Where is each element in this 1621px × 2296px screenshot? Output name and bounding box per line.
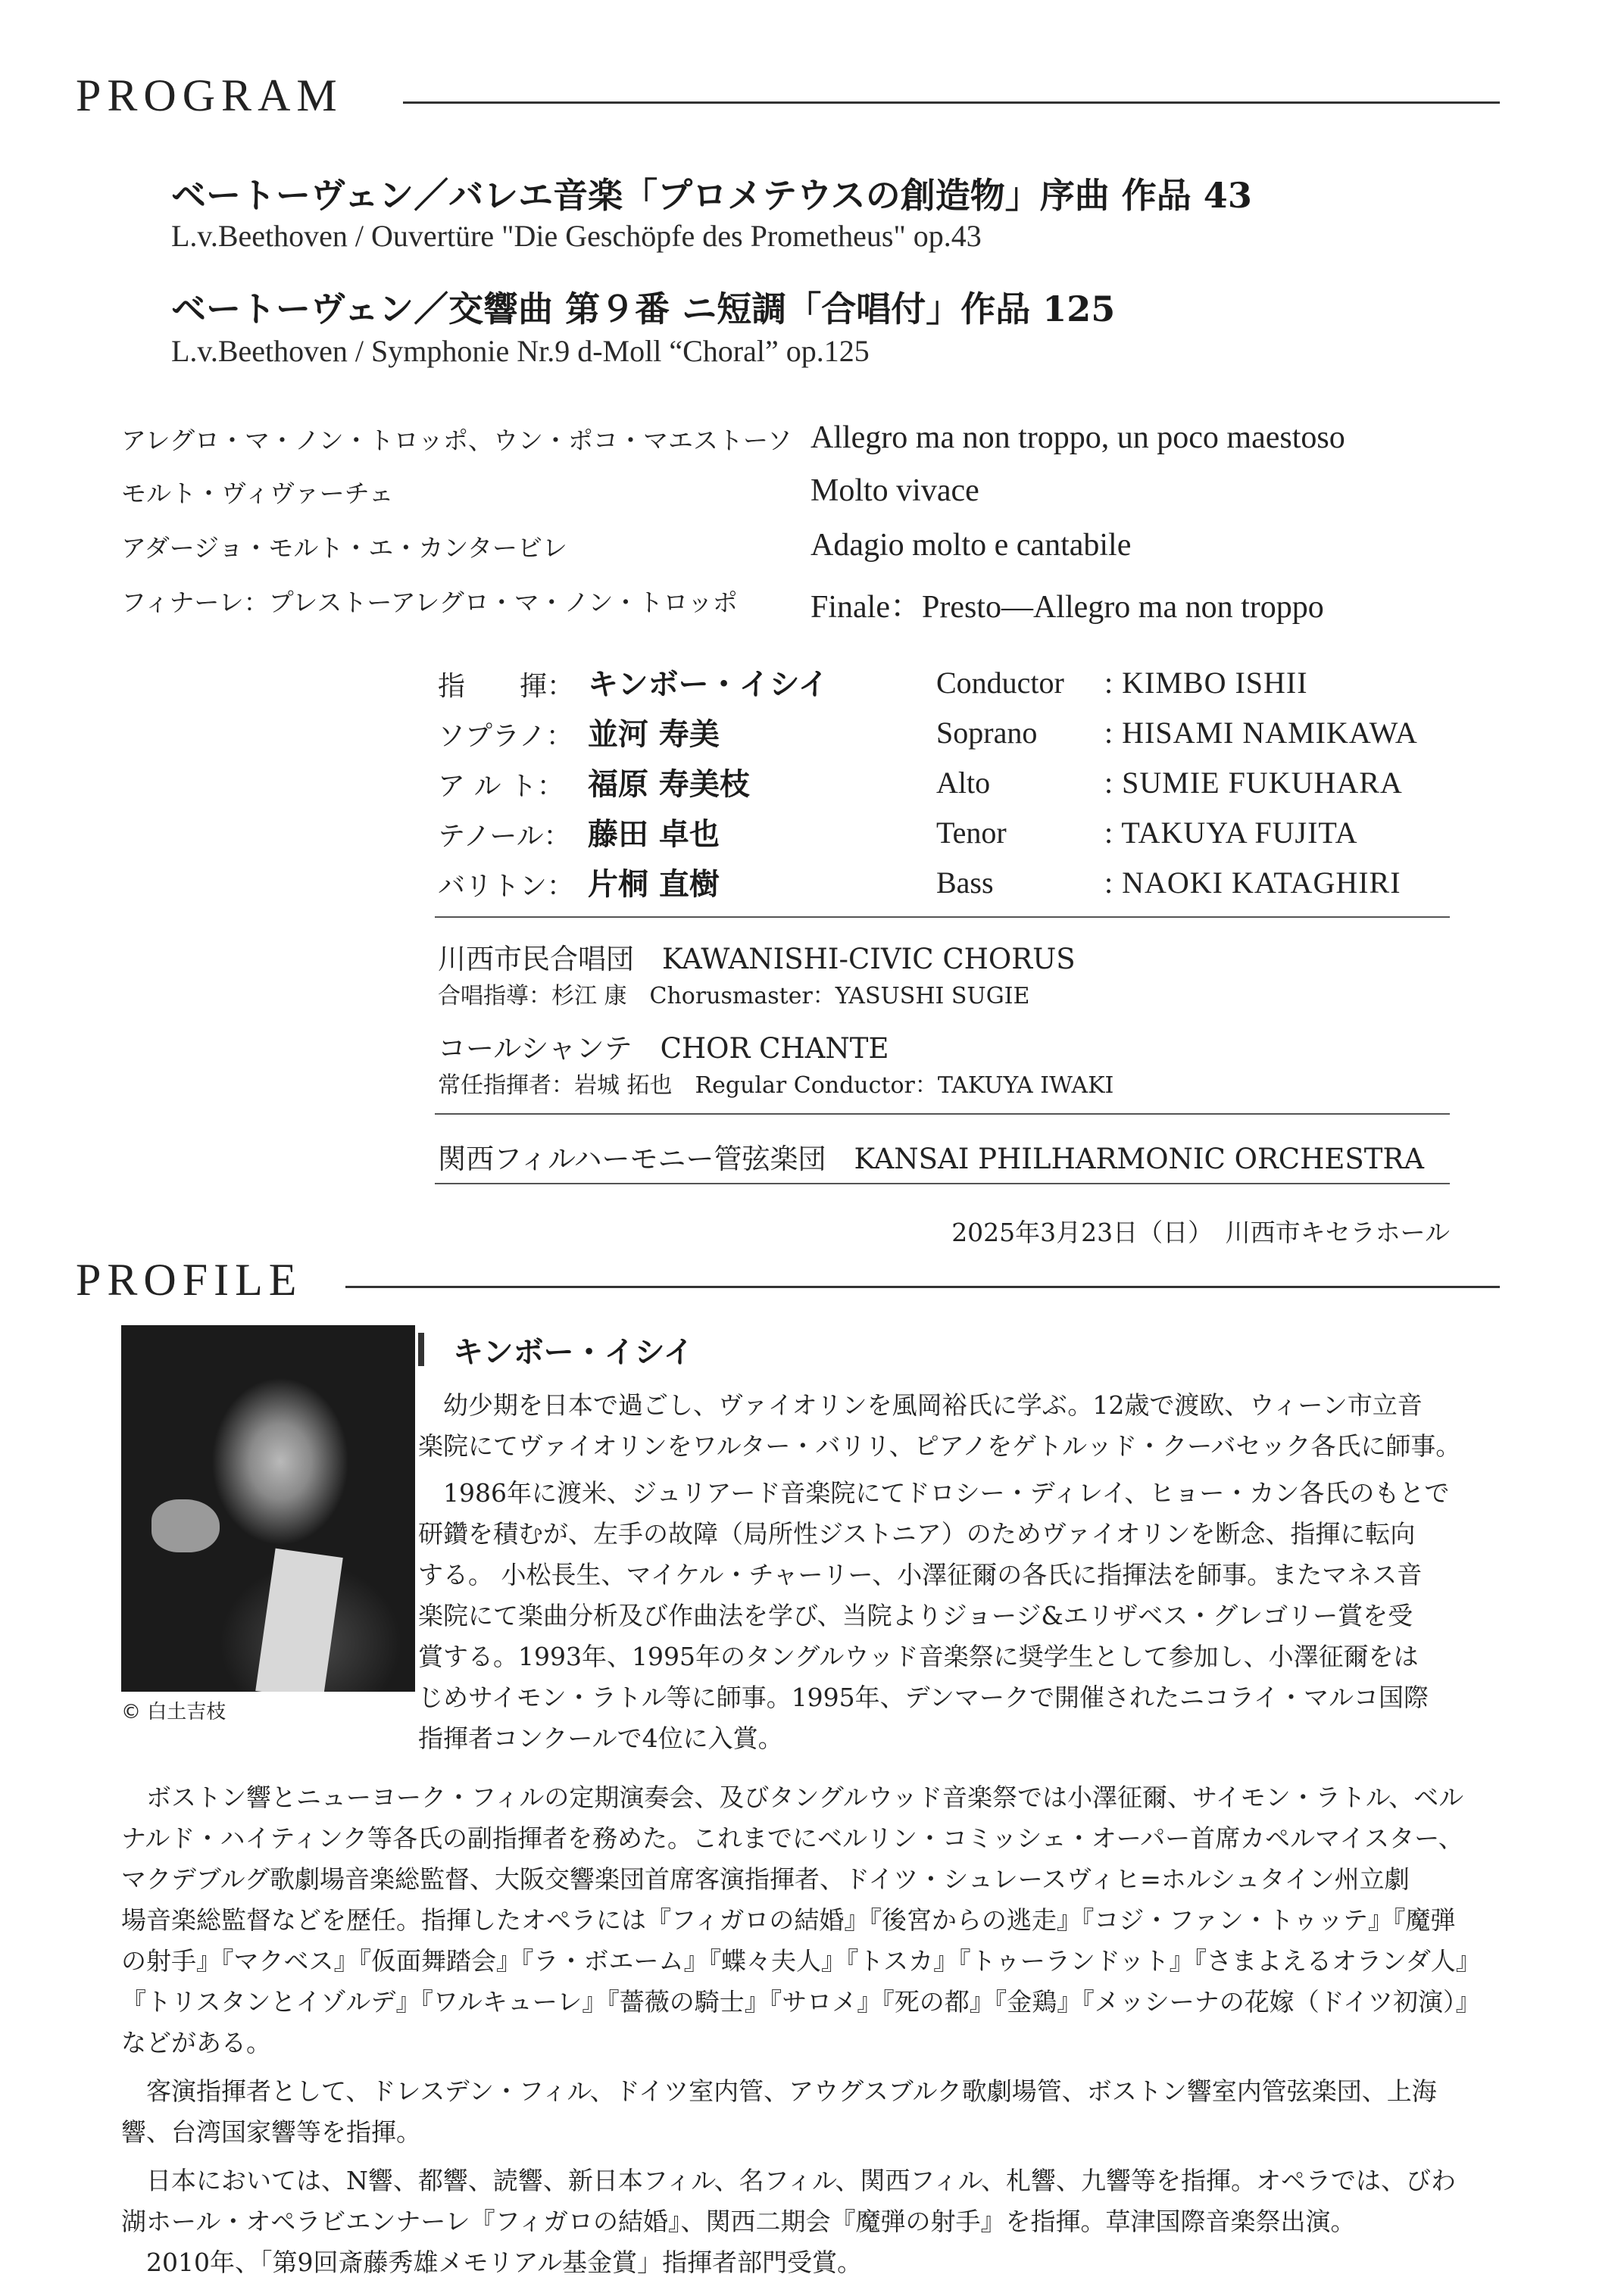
- performer-4-name-en: : TAKUYA FUJITA: [1104, 816, 1358, 850]
- profile-line-4: 研鑽を積むが、左手の故障（局所性ジストニア）のためヴァイオリンを断念、指揮に転向: [418, 1519, 1416, 1549]
- performer-3-name-en: : SUMIE FUKUHARA: [1104, 766, 1403, 800]
- profile-line-7: 賞する。1993年、1995年のタングルウッド音楽祭に奨学生として参加し、小澤征爾をは: [418, 1642, 1419, 1671]
- photo-shirt: [255, 1549, 343, 1692]
- profile-line-9: 指揮者コンクールで4位に入賞。: [418, 1724, 783, 1753]
- performer-3-name-ja: 福原 寿美枝: [588, 766, 750, 802]
- performer-1-name-ja: キンボー・イシイ: [588, 666, 829, 702]
- chorus-2-name: コールシャンテ CHOR CHANTE: [438, 1032, 889, 1065]
- work-2-title-en: L.v.Beethoven / Symphonie Nr.9 d-Moll “Choral” op.125: [171, 334, 870, 368]
- conductor-photo: [121, 1325, 415, 1692]
- movement-3-ja: アダージョ・モルト・エ・カンタービレ: [121, 533, 568, 563]
- profile-heading: PROFILE: [76, 1255, 303, 1305]
- profile-line-6: 楽院にて楽曲分析及び作曲法を学び、当院よりジョージ&エリザベス・グレゴリー賞を受: [418, 1601, 1413, 1630]
- performer-2-role-en: Soprano: [936, 716, 1038, 750]
- profile-line-14: の射手』『マクベス』『仮面舞踏会』『ラ・ボエーム』『蝶々夫人』『トスカ』『トゥーランドット』『さまよえるオランダ人』: [121, 1946, 1481, 1976]
- movement-2-en: Molto vivace: [810, 473, 979, 508]
- profile-line-12: マクデブルグ歌劇場音楽総監督、大阪交響楽団首席客演指揮者、ドイツ・シュレースヴィヒ=ホルシュタイン州立劇: [121, 1864, 1410, 1894]
- performer-3-role-en: Alto: [936, 766, 991, 800]
- orchestra-name: 関西フィルハーモニー管弦楽団 KANSAI PHILHARMONIC ORCHESTRA: [438, 1143, 1424, 1175]
- profile-line-19: 日本においては、N響、都響、読響、新日本フィル、名フィル、関西フィル、札響、九響等を指揮。オペラでは、びわ: [121, 2166, 1457, 2195]
- profile-line-18: 響、台湾国家響等を指揮。: [121, 2117, 421, 2147]
- work-1-title-ja: ベートーヴェン／バレエ音楽「プロメテウスの創造物」序曲 作品 43: [171, 175, 1252, 216]
- profile-line-11: ナルド・ハイティンク等各氏の副指揮者を務めた。これまでにベルリン・コミッシェ・オーパー首席カペルマイスター、: [121, 1823, 1463, 1853]
- profile-line-8: じめサイモン・ラトル等に師事。1995年、デンマークで開催されたニコライ・マルコ国際: [418, 1683, 1429, 1712]
- performer-4-role-en: Tenor: [936, 816, 1007, 850]
- date-venue: 2025年3月23日（日） 川西市キセラホール: [951, 1218, 1450, 1247]
- program-heading-rule: [403, 101, 1500, 104]
- profile-line-20: 湖ホール・オペラビエンナーレ『フィガロの結婚』、関西二期会『魔弾の射手』を指揮。草津国際音楽祭出演。: [121, 2207, 1356, 2236]
- chorus-1-master: 合唱指導：杉江 康 Chorusmaster：YASUSHI SUGIE: [438, 983, 1030, 1009]
- chorus-divider: [435, 1113, 1450, 1115]
- performer-2-name-en: : HISAMI NAMIKAWA: [1104, 716, 1418, 750]
- movement-1-ja: アレグロ・マ・ノン・トロッポ、ウン・ポコ・マエストーソ: [121, 426, 792, 455]
- performer-5-role-en: Bass: [936, 866, 994, 900]
- profile-line-2: 楽院にてヴァイオリンをワルター・バリリ、ピアノをゲトルッド・クーバセック各氏に師事。: [418, 1431, 1461, 1461]
- performer-4-name-ja: 藤田 卓也: [588, 816, 720, 852]
- profile-name: キンボー・イシイ: [453, 1334, 694, 1370]
- movement-2-ja: モルト・ヴィヴァーチェ: [121, 479, 394, 508]
- work-2-title-ja: ベートーヴェン／交響曲 第９番 ニ短調「合唱付」作品 125: [171, 289, 1116, 329]
- performer-4-role-ja: テノール：: [438, 821, 571, 852]
- performer-1-role-ja: 指 揮：: [438, 671, 575, 702]
- profile-line-13: 場音楽総監督などを歴任。指揮したオペラには『フィガロの結婚』『後宮からの逃走』『コジ・ファン・トゥッテ』『魔弾: [121, 1905, 1456, 1935]
- movement-3-en: Adagio molto e cantabile: [810, 528, 1132, 563]
- movement-4-en: Finale：Presto—Allegro ma non troppo: [810, 590, 1324, 625]
- profile-line-1: 幼少期を日本で過ごし、ヴァイオリンを風岡裕氏に学ぶ。12歳で渡欧、ウィーン市立音: [418, 1390, 1423, 1420]
- program-heading: PROGRAM: [76, 70, 343, 120]
- chorus-2-conductor: 常任指揮者：岩城 拓也 Regular Conductor：TAKUYA IWAKI: [438, 1072, 1114, 1099]
- profile-line-21: 2010年、「第9回斎藤秀雄メモリアル基金賞」指揮者部門受賞。: [121, 2248, 863, 2277]
- photo-credit: © 白土吉枝: [121, 1701, 226, 1724]
- profile-line-10: ボストン響とニューヨーク・フィルの定期演奏会、及びタングルウッド音楽祭では小澤征爾、サイモン・ラトル、ベル: [121, 1783, 1464, 1812]
- profile-name-marker: [418, 1333, 424, 1366]
- profile-line-15: 『トリスタンとイゾルデ』『ワルキューレ』『薔薇の騎士』『サロメ』『死の都』『金鶏』『メッシーナの花嫁（ドイツ初演）』: [121, 1987, 1481, 2017]
- profile-line-17: 客演指揮者として、ドレスデン・フィル、ドイツ室内管、アウグスブルク歌劇場管、ボストン響室内管弦楽団、上海: [121, 2076, 1437, 2106]
- orchestra-divider: [435, 1183, 1450, 1184]
- performer-5-name-en: : NAOKI KATAGHIRI: [1104, 866, 1401, 900]
- performers-divider: [435, 916, 1450, 918]
- performer-2-role-ja: ソプラノ：: [438, 721, 573, 752]
- profile-line-5: する。 小松長生、マイケル・チャーリー、小澤征爾の各氏に指揮法を師事。またマネス音: [418, 1560, 1423, 1589]
- chorus-1-name: 川西市民合唱団 KAWANISHI-CIVIC CHORUS: [438, 943, 1076, 975]
- photo-hand: [151, 1499, 220, 1552]
- movement-4-ja: フィナーレ：プレストーアレグロ・マ・ノン・トロッポ: [121, 588, 738, 617]
- performer-1-name-en: : KIMBO ISHII: [1104, 666, 1308, 700]
- profile-line-3: 1986年に渡米、ジュリアード音楽院にてドロシー・ディレイ、ヒョー・カン各氏のもとで: [418, 1478, 1450, 1508]
- profile-heading-rule: [345, 1286, 1500, 1288]
- performer-5-role-ja: バリトン：: [438, 871, 575, 902]
- movement-1-en: Allegro ma non troppo, un poco maestoso: [810, 420, 1345, 455]
- work-1-title-en: L.v.Beethoven / Ouvertüre "Die Geschöpfe des Prometheus" op.43: [171, 219, 982, 253]
- performer-5-name-ja: 片桐 直樹: [588, 866, 720, 902]
- performer-3-role-ja: ア ル ト：: [438, 771, 564, 802]
- performer-2-name-ja: 並河 寿美: [588, 716, 720, 752]
- performer-1-role-en: Conductor: [936, 666, 1064, 700]
- profile-line-16: などがある。: [121, 2028, 271, 2057]
